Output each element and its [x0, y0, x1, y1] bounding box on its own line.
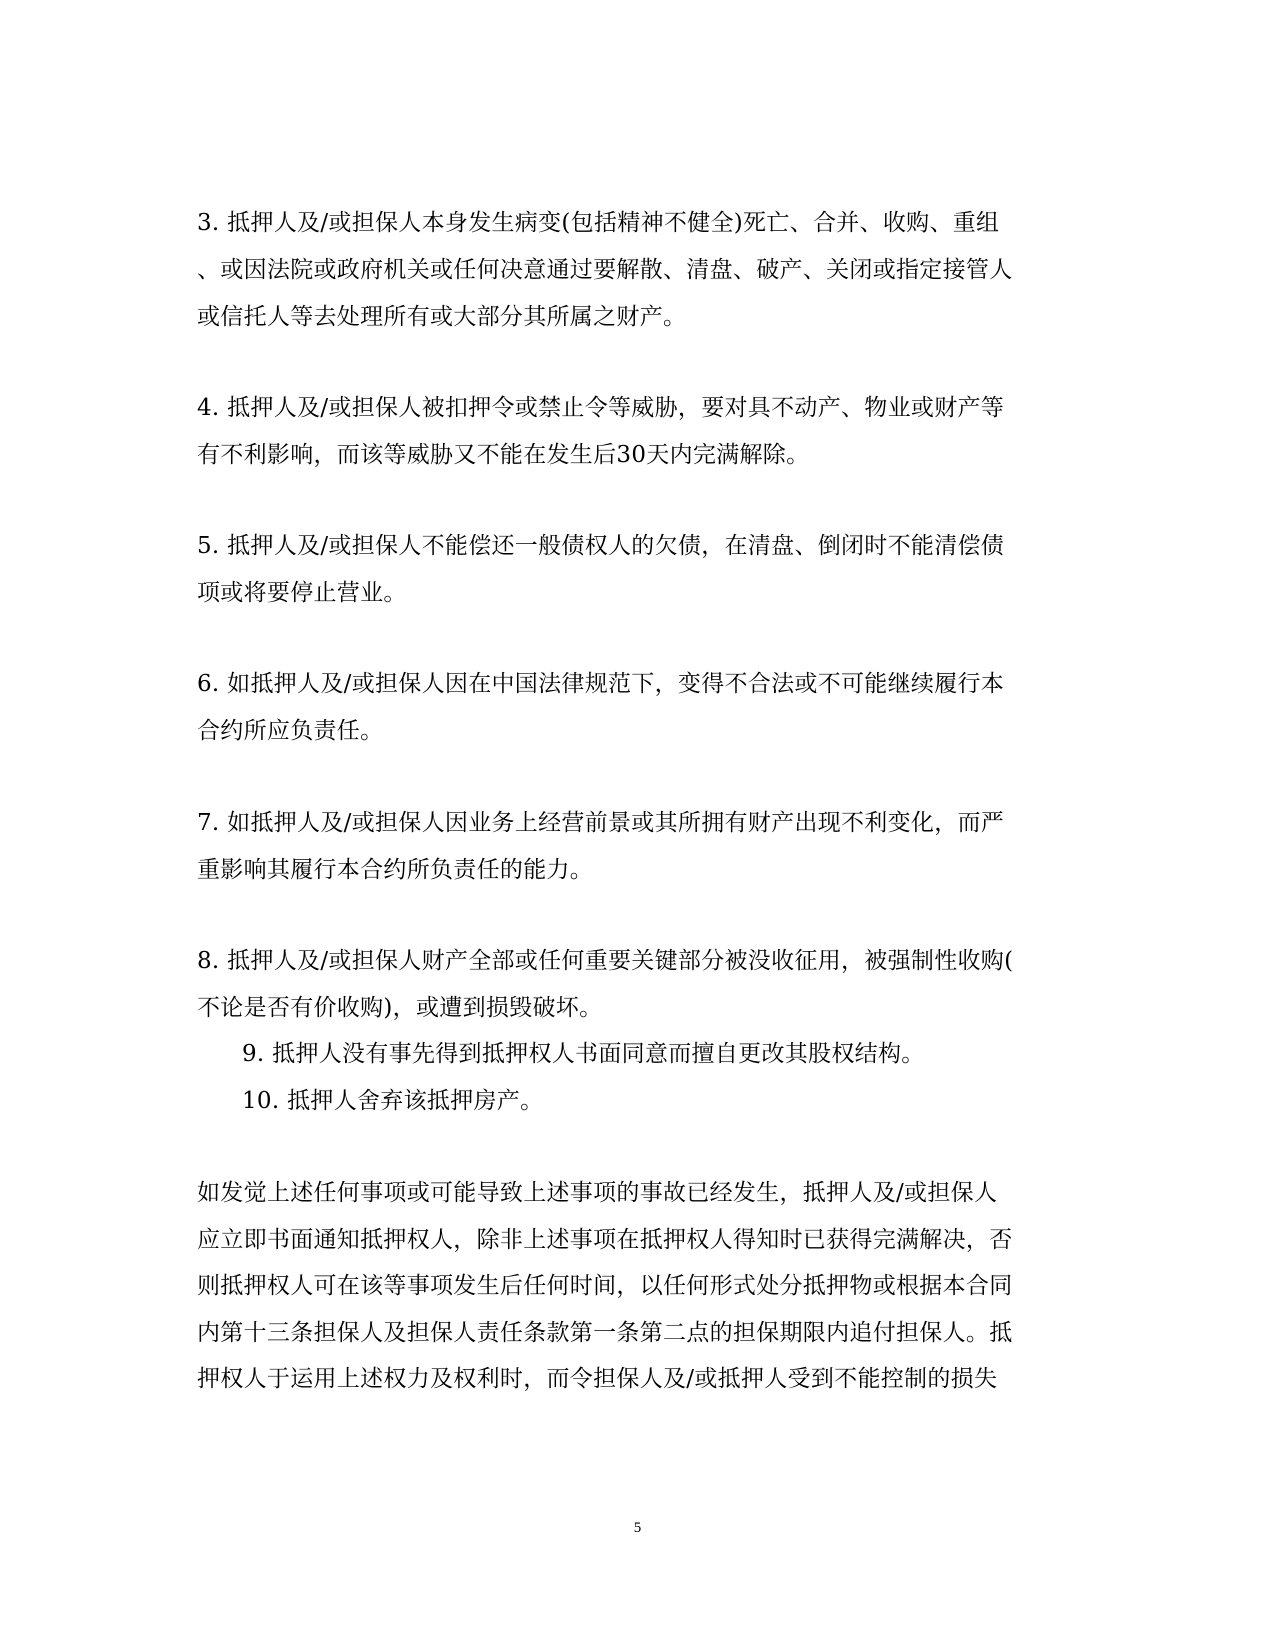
- text-line: 6. 如抵押人及/或担保人因在中国法律规范下，变得不合法或不可能继续履行本: [197, 671, 1005, 697]
- text-line: 7. 如抵押人及/或担保人因业务上经营前景或其所拥有财产出现不利变化，而严: [197, 810, 1005, 836]
- text-line: 合约所应负责任。: [197, 718, 384, 744]
- text-line: 应立即书面通知抵押权人，除非上述事项在抵押权人得知时已获得完满解决，否: [197, 1227, 1013, 1253]
- page-number: 5: [633, 1520, 642, 1536]
- text-line: 5. 抵押人及/或担保人不能偿还一般债权人的欠债，在清盘、倒闭时不能清偿债: [197, 533, 1005, 559]
- text-line: 项或将要停止营业。: [197, 580, 407, 606]
- text-line: 不论是否有价收购)，或遭到损毁破坏。: [197, 995, 603, 1021]
- text-line: 则抵押权人可在该等事项发生后任何时间，以任何形式处分抵押物或根据本合同: [197, 1273, 1013, 1299]
- text-line: 4. 抵押人及/或担保人被扣押令或禁止令等威胁，要对具不动产、物业或财产等: [197, 395, 1005, 421]
- text-line: 、或因法院或政府机关或任何决意通过要解散、清盘、破产、关闭或指定接管人: [197, 257, 1013, 283]
- text-line: 有不利影响，而该等威胁又不能在发生后30天内完满解除。: [197, 442, 810, 468]
- text-line: 押权人于运用上述权力及权利时，而令担保人及/或抵押人受到不能控制的损失: [197, 1366, 998, 1392]
- text-line: 9. 抵押人没有事先得到抵押权人书面同意而擅自更改其股权结构。: [242, 1041, 925, 1067]
- text-line: 内第十三条担保人及担保人责任条款第一条第二点的担保期限内追付担保人。抵: [197, 1320, 1013, 1346]
- text-line: 或信托人等去处理所有或大部分其所属之财产。: [197, 304, 687, 330]
- text-line: 重影响其履行本合约所负责任的能力。: [197, 857, 594, 883]
- text-line: 3. 抵押人及/或担保人本身发生病变(包括精神不健全)死亡、合并、收购、重组: [197, 210, 1000, 236]
- text-line: 10. 抵押人舍弃该抵押房产。: [242, 1088, 544, 1114]
- text-line: 如发觉上述任何事项或可能导致上述事项的事故已经发生，抵押人及/或担保人: [197, 1180, 998, 1206]
- text-line: 8. 抵押人及/或担保人财产全部或任何重要关键部分被没收征用，被强制性收购(: [197, 948, 1014, 974]
